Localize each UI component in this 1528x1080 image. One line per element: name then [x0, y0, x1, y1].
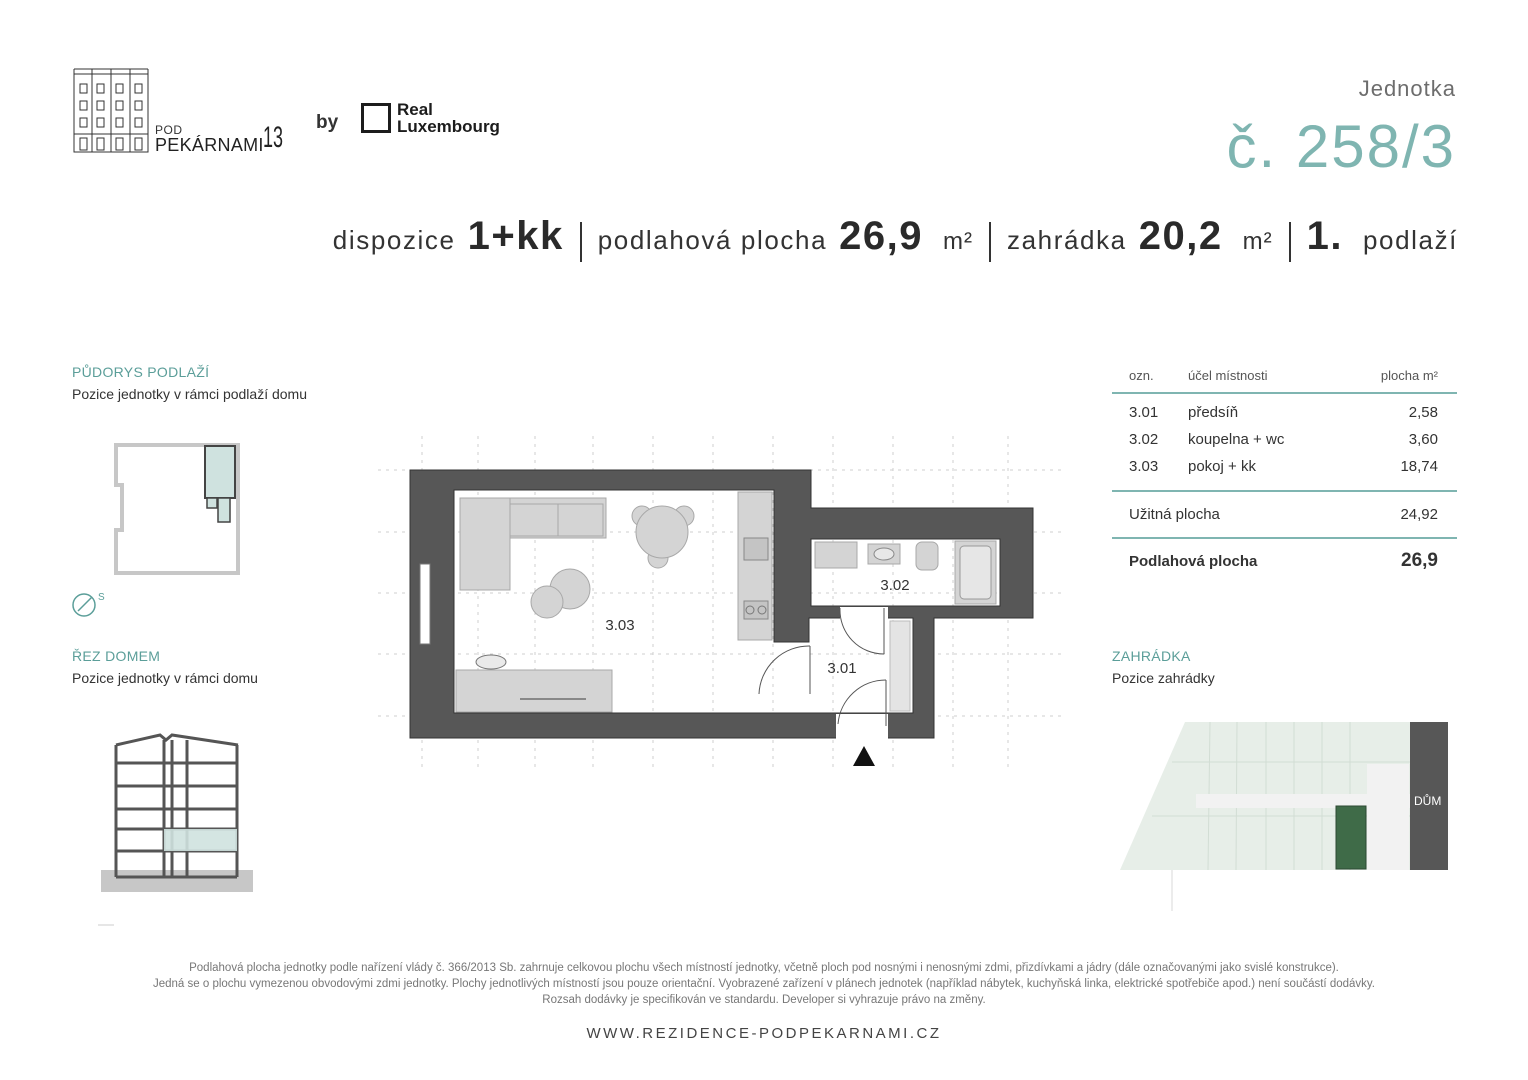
- cross-section-subtitle: Pozice jednotky v rámci domu: [72, 670, 258, 686]
- cross-section-diagram: [90, 725, 270, 930]
- website-link[interactable]: WWW.REZIDENCE-PODPEKARNAMI.CZ: [586, 1025, 942, 1042]
- garden-section-title: ZAHRÁDKA: [1112, 648, 1191, 664]
- room-label-302: 3.02: [880, 577, 910, 594]
- disclaimer-line: Rozsah dodávky je specifikován ve standardu. Developer si vyhrazuje právo na změny.: [542, 994, 986, 1006]
- table-row: [1112, 404, 1457, 431]
- disclaimer: [0, 960, 1528, 1008]
- row-purpose: koupelna + wc: [1188, 431, 1285, 448]
- summary-divider: [989, 222, 991, 262]
- logo-text-pekarnami: PEKÁRNAMI: [155, 135, 264, 155]
- garden-section-subtitle: Pozice zahrádky: [1112, 670, 1215, 686]
- summary-divider: [580, 222, 582, 262]
- layout-value: 1+kk: [467, 214, 564, 258]
- partner-logo-square-icon: [361, 103, 391, 133]
- unit-number: č. 258/3: [1226, 113, 1456, 180]
- disclaimer-line: Podlahová plocha jednotky podle nařízení vlády č. 366/2013 Sb. zahrnuje celkovou plochu všech místností jednotky, včetně ploch pod nosnými i nenosnými zdmi, přizdívkami a jádry (dále označovanými jako svislé konstrukce).: [189, 962, 1339, 974]
- floorplan-section-subtitle: Pozice jednotky v rámci podlaží domu: [72, 386, 307, 402]
- logo-text-pod: POD: [155, 123, 183, 137]
- building-logo-icon: [72, 66, 150, 154]
- logo-text-number: 13: [263, 121, 284, 154]
- compass-icon: [73, 594, 95, 616]
- summary-divider: [1289, 222, 1291, 262]
- floor-area-value: 26,9: [839, 214, 923, 258]
- layout-label: dispozice: [332, 225, 456, 255]
- row-purpose: pokoj + kk: [1188, 458, 1256, 475]
- floor-position-diagram: [72, 430, 272, 630]
- cross-section-title: ŘEZ DOMEM: [72, 648, 161, 664]
- floor-number-value: 1.: [1306, 214, 1343, 258]
- header-area: plocha m²: [1380, 368, 1438, 383]
- usable-area-label: Užitná plocha: [1129, 506, 1220, 523]
- row-id: 3.03: [1129, 458, 1159, 475]
- row-area: 2,58: [1408, 404, 1438, 421]
- disclaimer-line: Jedná se o plochu vymezenou obvodovými zdmi jednotky. Plochy jednotlivých místností jsou pouze orientační. Vyobrazené zařízení v plánech jednotek (například nábytek, kuchyňská linka, elektrické spotřebiče apod.) není součástí dodávky.: [152, 978, 1375, 990]
- row-area: 18,74: [1400, 458, 1438, 475]
- garden-label: zahrádka: [1006, 225, 1127, 255]
- room-label-303: 3.03: [605, 617, 635, 634]
- garden-unit: m²: [1242, 228, 1273, 255]
- logo-by: by: [316, 112, 339, 133]
- floor-area-row: [1112, 539, 1457, 584]
- garden-value: 20,2: [1138, 214, 1223, 258]
- table-row: [1112, 458, 1457, 485]
- floorplan-section-title: PŮDORYS PODLAŽÍ: [72, 364, 210, 380]
- house-label: DŮM: [1414, 794, 1442, 808]
- floor-number-label: podlaží: [1362, 225, 1458, 255]
- table-header: [1112, 360, 1457, 392]
- row-area: 3,60: [1408, 431, 1438, 448]
- row-purpose: předsíň: [1188, 404, 1239, 421]
- rooms-table: [1112, 360, 1457, 584]
- unit-summary: [333, 214, 1458, 270]
- partner-logo-line2: Luxembourg: [397, 117, 500, 136]
- floor-area-label: podlahová plocha: [597, 225, 828, 255]
- header-purpose: účel místnosti: [1188, 368, 1268, 383]
- garden-position-diagram: [1112, 716, 1457, 916]
- floor-area-unit: m²: [943, 228, 973, 255]
- row-id: 3.01: [1129, 404, 1159, 421]
- room-label-301: 3.01: [827, 660, 857, 677]
- table-row: [1112, 431, 1457, 458]
- header-id: ozn.: [1129, 368, 1154, 383]
- row-id: 3.02: [1129, 431, 1159, 448]
- floor-area-total-value: 26,9: [1401, 550, 1438, 571]
- usable-area-row: [1112, 492, 1457, 537]
- unit-label: Jednotka: [1358, 76, 1456, 101]
- partner-logo-line1: Real: [397, 100, 433, 119]
- compass-label: S: [98, 592, 105, 603]
- entrance-arrow-icon: [853, 746, 875, 766]
- usable-area-value: 24,92: [1400, 506, 1438, 523]
- unit-floor-plan: [378, 436, 1068, 776]
- floor-area-total-label: Podlahová plocha: [1129, 553, 1258, 570]
